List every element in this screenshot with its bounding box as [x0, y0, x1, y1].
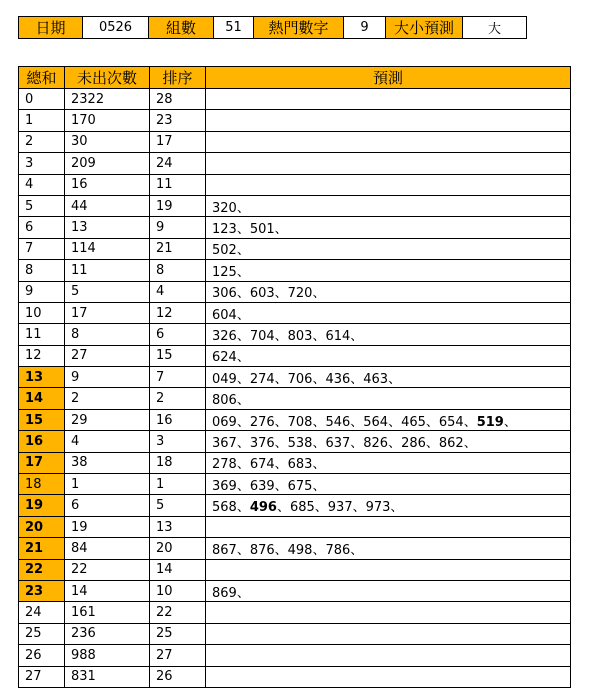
hot-number-label: 熱門數字 [254, 17, 344, 39]
size-forecast-value: 大 [463, 17, 527, 39]
rank-cell: 20 [150, 538, 206, 559]
missed-count-cell: 13 [65, 217, 150, 238]
table-row [19, 559, 571, 580]
table-row [19, 602, 571, 623]
prediction-cell [206, 153, 571, 174]
prediction-cell [206, 452, 571, 473]
header-prediction: 預測 [206, 67, 571, 89]
header-rank: 排序 [150, 67, 206, 89]
sum-cell: 15 [19, 409, 65, 430]
rank-cell: 25 [150, 623, 206, 644]
missed-count-cell: 27 [65, 345, 150, 366]
hot-number-value: 9 [344, 17, 386, 39]
sum-cell: 5 [19, 195, 65, 216]
prediction-text: 502、 [212, 243, 250, 259]
table-row [19, 452, 571, 473]
missed-count-cell: 19 [65, 516, 150, 537]
missed-count-cell: 170 [65, 110, 150, 131]
rank-cell: 4 [150, 281, 206, 302]
prediction-text: 568、 [212, 500, 250, 516]
rank-cell: 17 [150, 131, 206, 152]
sum-cell: 13 [19, 367, 65, 388]
table-row [19, 474, 571, 495]
table-row [19, 153, 571, 174]
prediction-cell [206, 623, 571, 644]
prediction-text: 049、274、706、436、463、 [212, 371, 402, 387]
rank-cell: 6 [150, 324, 206, 345]
prediction-cell [206, 559, 571, 580]
date-label: 日期 [19, 17, 83, 39]
table-row [19, 89, 571, 110]
rank-cell: 19 [150, 195, 206, 216]
sum-cell: 1 [19, 110, 65, 131]
rank-cell: 12 [150, 302, 206, 323]
rank-cell: 21 [150, 238, 206, 259]
table-row [19, 431, 571, 452]
rank-cell: 2 [150, 388, 206, 409]
sum-cell: 8 [19, 260, 65, 281]
rank-cell: 24 [150, 153, 206, 174]
missed-count-cell: 38 [65, 452, 150, 473]
prediction-cell [206, 345, 571, 366]
sum-cell: 17 [19, 452, 65, 473]
missed-count-cell: 6 [65, 495, 150, 516]
prediction-text: 869、 [212, 585, 250, 601]
prediction-cell [206, 260, 571, 281]
missed-count-cell: 114 [65, 238, 150, 259]
rank-cell: 13 [150, 516, 206, 537]
group-count-label: 組數 [149, 17, 214, 39]
missed-count-cell: 14 [65, 580, 150, 601]
prediction-text: 867、876、498、786、 [212, 542, 364, 558]
missed-count-cell: 4 [65, 431, 150, 452]
prediction-text: 806、 [212, 393, 250, 409]
missed-count-cell: 8 [65, 324, 150, 345]
prediction-text: 278、674、683、 [212, 457, 326, 473]
prediction-text: 624、 [212, 350, 250, 366]
group-count-value: 51 [214, 17, 254, 39]
missed-count-cell: 1 [65, 474, 150, 495]
missed-count-cell: 2 [65, 388, 150, 409]
sum-cell: 7 [19, 238, 65, 259]
prediction-cell [206, 195, 571, 216]
header-missed-count: 未出次數 [65, 67, 150, 89]
sum-cell: 22 [19, 559, 65, 580]
prediction-cell [206, 324, 571, 345]
prediction-text: 123、501、 [212, 222, 288, 238]
prediction-text: 320、 [212, 200, 250, 216]
sum-cell: 23 [19, 580, 65, 601]
sum-cell: 25 [19, 623, 65, 644]
missed-count-cell: 9 [65, 367, 150, 388]
prediction-cell [206, 474, 571, 495]
table-body [19, 89, 571, 688]
sum-cell: 0 [19, 89, 65, 110]
sum-cell: 16 [19, 431, 65, 452]
prediction-cell [206, 388, 571, 409]
sum-cell: 26 [19, 645, 65, 666]
prediction-cell [206, 602, 571, 623]
table-row [19, 367, 571, 388]
prediction-text: 、 [503, 414, 517, 430]
missed-count-cell: 5 [65, 281, 150, 302]
table-row [19, 238, 571, 259]
rank-cell: 18 [150, 452, 206, 473]
prediction-cell [206, 538, 571, 559]
missed-count-cell: 2322 [65, 89, 150, 110]
sum-cell: 18 [19, 474, 65, 495]
table-header-row [19, 67, 571, 89]
sum-prediction-table [18, 66, 571, 688]
table-row [19, 388, 571, 409]
sum-cell: 24 [19, 602, 65, 623]
prediction-cell [206, 217, 571, 238]
missed-count-cell: 16 [65, 174, 150, 195]
prediction-cell [206, 131, 571, 152]
rank-cell: 26 [150, 666, 206, 687]
prediction-cell [206, 174, 571, 195]
rank-cell: 27 [150, 645, 206, 666]
prediction-cell [206, 110, 571, 131]
sum-cell: 21 [19, 538, 65, 559]
prediction-highlight: 496 [249, 500, 277, 516]
missed-count-cell: 988 [65, 645, 150, 666]
prediction-cell [206, 281, 571, 302]
sum-cell: 9 [19, 281, 65, 302]
prediction-cell [206, 666, 571, 687]
size-forecast-label: 大小預測 [386, 17, 463, 39]
table-row [19, 623, 571, 644]
prediction-cell [206, 89, 571, 110]
prediction-cell [206, 516, 571, 537]
table-row [19, 110, 571, 131]
table-row [19, 131, 571, 152]
prediction-text: 604、 [212, 307, 250, 323]
rank-cell: 10 [150, 580, 206, 601]
sum-cell: 11 [19, 324, 65, 345]
summary-strip [18, 16, 527, 39]
prediction-cell [206, 238, 571, 259]
table-row [19, 195, 571, 216]
table-row [19, 516, 571, 537]
table-row [19, 495, 571, 516]
sum-cell: 2 [19, 131, 65, 152]
missed-count-cell: 11 [65, 260, 150, 281]
prediction-highlight: 519 [476, 414, 504, 430]
missed-count-cell: 84 [65, 538, 150, 559]
prediction-cell [206, 302, 571, 323]
missed-count-cell: 29 [65, 409, 150, 430]
prediction-cell [206, 645, 571, 666]
table-row [19, 174, 571, 195]
date-value: 0526 [83, 17, 149, 39]
sum-cell: 10 [19, 302, 65, 323]
table-row [19, 409, 571, 430]
sum-cell: 20 [19, 516, 65, 537]
sum-cell: 6 [19, 217, 65, 238]
missed-count-cell: 44 [65, 195, 150, 216]
prediction-cell [206, 580, 571, 601]
table-row [19, 645, 571, 666]
sum-cell: 19 [19, 495, 65, 516]
table-row [19, 260, 571, 281]
prediction-text: 369、639、675、 [212, 478, 326, 494]
sum-cell: 4 [19, 174, 65, 195]
rank-cell: 9 [150, 217, 206, 238]
rank-cell: 22 [150, 602, 206, 623]
rank-cell: 28 [150, 89, 206, 110]
missed-count-cell: 161 [65, 602, 150, 623]
table-row [19, 324, 571, 345]
sum-cell: 14 [19, 388, 65, 409]
table-row [19, 538, 571, 559]
rank-cell: 7 [150, 367, 206, 388]
prediction-text: 069、276、708、546、564、465、654、 [212, 414, 477, 430]
table-row [19, 281, 571, 302]
table-row [19, 345, 571, 366]
prediction-cell [206, 409, 571, 430]
missed-count-cell: 30 [65, 131, 150, 152]
sum-cell: 3 [19, 153, 65, 174]
prediction-cell [206, 431, 571, 452]
rank-cell: 3 [150, 431, 206, 452]
table-row [19, 302, 571, 323]
prediction-text: 367、376、538、637、826、286、862、 [212, 435, 477, 451]
prediction-text: 326、704、803、614、 [212, 328, 364, 344]
missed-count-cell: 209 [65, 153, 150, 174]
sum-cell: 12 [19, 345, 65, 366]
missed-count-cell: 831 [65, 666, 150, 687]
header-sum: 總和 [19, 67, 65, 89]
missed-count-cell: 17 [65, 302, 150, 323]
rank-cell: 8 [150, 260, 206, 281]
rank-cell: 11 [150, 174, 206, 195]
rank-cell: 23 [150, 110, 206, 131]
prediction-text: 、685、937、973、 [276, 500, 404, 516]
rank-cell: 1 [150, 474, 206, 495]
prediction-text: 306、603、720、 [212, 286, 326, 302]
rank-cell: 5 [150, 495, 206, 516]
prediction-cell [206, 367, 571, 388]
prediction-cell [206, 495, 571, 516]
prediction-text: 125、 [212, 264, 250, 280]
table-row [19, 666, 571, 687]
missed-count-cell: 22 [65, 559, 150, 580]
table-row [19, 580, 571, 601]
rank-cell: 14 [150, 559, 206, 580]
table-row [19, 217, 571, 238]
sum-cell: 27 [19, 666, 65, 687]
missed-count-cell: 236 [65, 623, 150, 644]
rank-cell: 15 [150, 345, 206, 366]
rank-cell: 16 [150, 409, 206, 430]
